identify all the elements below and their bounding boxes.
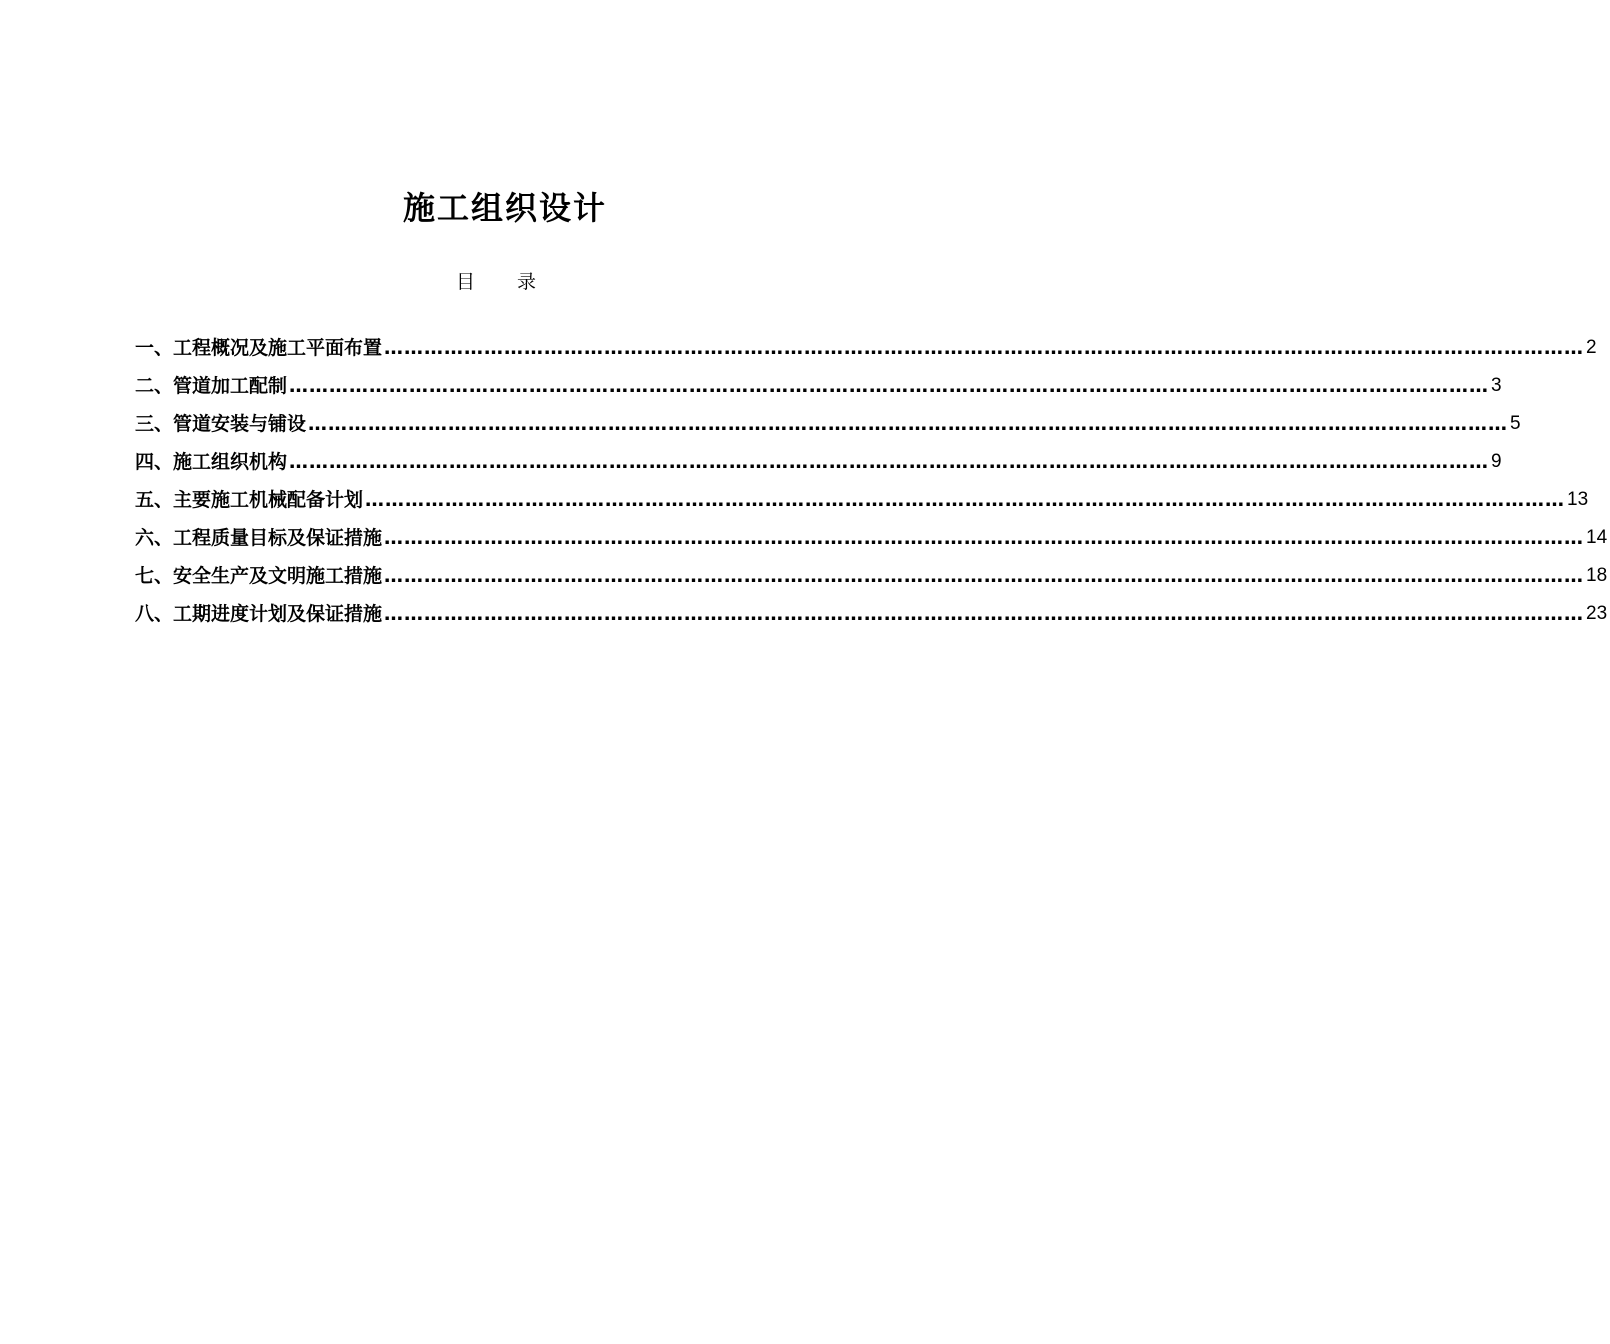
toc-heading: 目 录 [455,271,555,293]
toc-entry-text: 五、主要施工机械配备计划 [135,489,364,511]
toc-entry-text: 八、工期进度计划及保证措施 [135,603,383,625]
toc-entry-4[interactable] [135,439,1502,477]
toc-page-number: 9 [1491,451,1502,472]
toc-entry-text: 四、施工组织机构 [135,451,288,473]
toc-entry-text: 二、管道加工配制 [135,375,288,397]
toc-page-number: 13 [1567,489,1589,510]
toc-entry-1[interactable] [135,325,1597,363]
toc-page-number: 14 [1586,527,1608,548]
toc-page-number: 18 [1586,565,1608,586]
toc-entry-8[interactable] [135,591,1608,629]
toc-page-number: 5 [1510,413,1521,434]
toc-dot-leader: ……………………………………………………………………………………………………………………………………………………………… [308,413,1509,435]
toc-entry-3[interactable] [135,401,1521,439]
toc-entry-7[interactable] [135,553,1608,591]
toc-dot-leader: ……………………………………………………………………………………………………………………………………………………………… [384,337,1585,359]
toc-page-number: 2 [1586,337,1597,358]
toc-entry-text: 七、安全生产及文明施工措施 [135,565,383,587]
toc-page-number: 23 [1586,603,1608,624]
toc-dot-leader: ……………………………………………………………………………………………………………………………………………………………… [289,375,1490,397]
toc-dot-leader: ……………………………………………………………………………………………………………………………………………………………… [289,451,1490,473]
toc-entry-5[interactable] [135,477,1589,515]
table-of-contents [135,325,1608,629]
toc-entry-text: 一、工程概况及施工平面布置 [135,337,383,359]
toc-entry-text: 三、管道安装与铺设 [135,413,307,435]
toc-dot-leader: ……………………………………………………………………………………………………………………………………………………………… [384,527,1585,549]
toc-page-number: 3 [1491,375,1502,396]
document-title: 施工组织设计 [402,189,607,227]
toc-entry-6[interactable] [135,515,1608,553]
toc-dot-leader: ……………………………………………………………………………………………………………………………………………………………… [384,565,1585,587]
toc-entry-2[interactable] [135,363,1502,401]
toc-dot-leader: ……………………………………………………………………………………………………………………………………………………………… [365,489,1566,511]
toc-dot-leader: ……………………………………………………………………………………………………………………………………………………………… [384,603,1585,625]
toc-entry-text: 六、工程质量目标及保证措施 [135,527,383,549]
